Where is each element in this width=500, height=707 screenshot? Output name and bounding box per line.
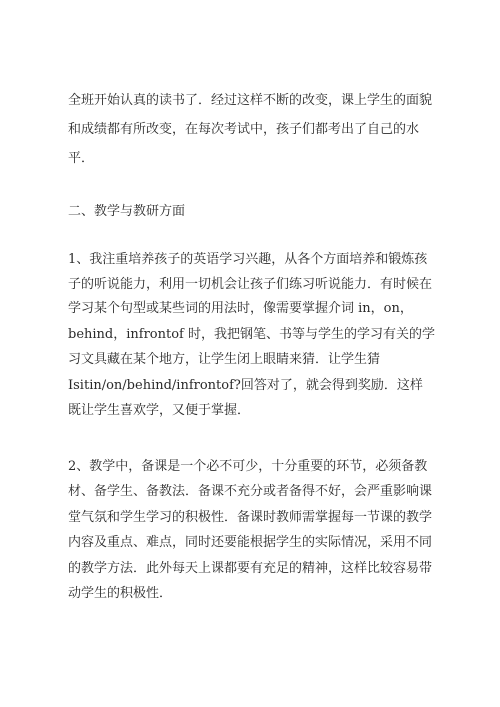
text-line: 1、我注重培养孩子的英语学习兴趣，从各个方面培养和锻炼孩: [68, 252, 428, 267]
text-line: 的教学方法．此外每天上课都要有充足的精神，这样比较容易带: [68, 561, 433, 576]
text-line: 材、备学生、备教法．备课不充分或者备得不好，会严重影响课: [68, 484, 433, 499]
text-line: 子的听说能力，利用一切机会让孩子们练习听说能力．有时候在: [68, 277, 433, 292]
text-line: 全班开始认真的读书了．经过这样不断的改变，课上学生的面貌: [68, 93, 433, 108]
text-line: 学习某个句型或某些词的用法时，像需要掌握介词 in，on，: [68, 301, 413, 316]
text-line: 2、教学中，备课是一个必不可少，十分重要的环节，必须备教: [68, 459, 428, 474]
text-line: 既让学生喜欢学，又便于掌握．: [68, 403, 251, 418]
text-line: 内容及重点、难点，同时还要能根据学生的实际情况，采用不同: [68, 535, 433, 550]
text-line: behind，infrontof 时，我把钢笔、书等与学生的学习有关的学: [68, 327, 435, 342]
text-line: 堂气氛和学生学习的积极性．备课时教师需掌握每一节课的教学: [68, 510, 433, 525]
text-line: Isitin/on/behind/infrontof?回答对了，就会得到奖励．这样: [68, 378, 423, 393]
text-line: 和成绩都有所改变，在每次考试中，孩子们都考出了自己的水: [68, 122, 420, 137]
section-heading: 二、教学与教研方面: [68, 204, 186, 219]
text-line: 平．: [68, 151, 95, 166]
text-line: 动学生的积极性．: [68, 586, 173, 601]
text-line: 习文具藏在某个地方，让学生闭上眼睛来猜．让学生猜: [68, 352, 381, 367]
